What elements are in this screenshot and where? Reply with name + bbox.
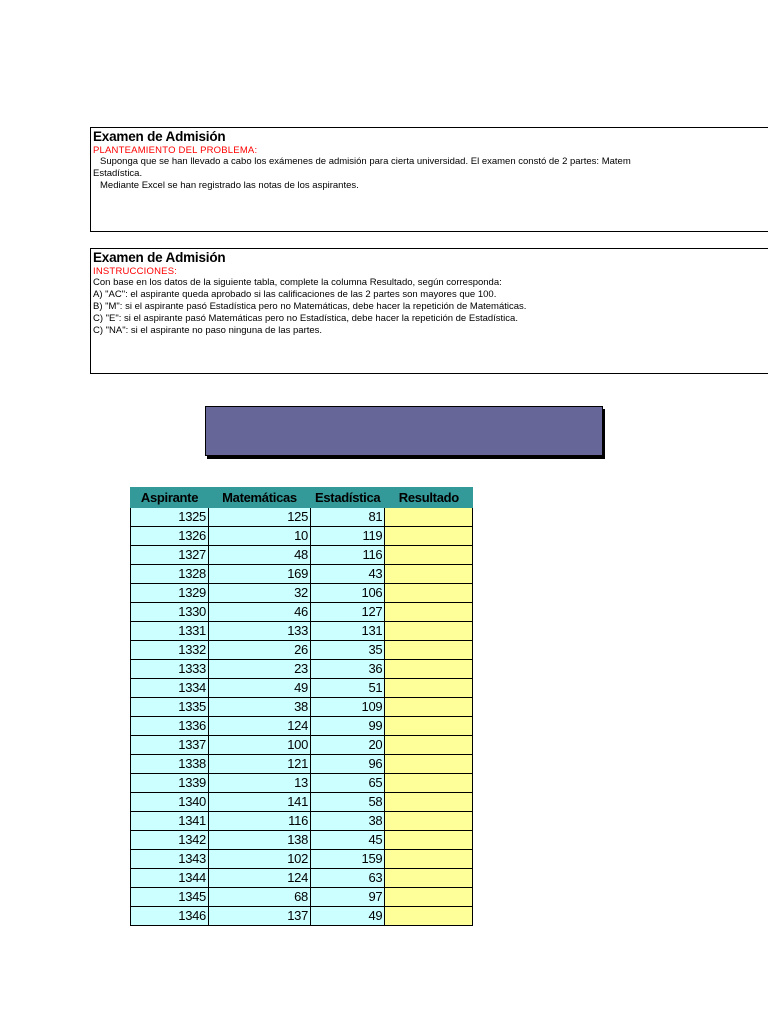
cell-matematicas: 124 [209,869,311,888]
cell-estadistica: 127 [311,603,385,622]
table-row [131,641,473,660]
table-row [131,660,473,679]
cell-aspirante: 1345 [131,888,209,907]
table-row [131,831,473,850]
table-row [131,622,473,641]
cell-aspirante: 1330 [131,603,209,622]
table-row [131,584,473,603]
cell-aspirante: 1336 [131,717,209,736]
cell-resultado[interactable] [385,774,473,793]
cell-aspirante: 1331 [131,622,209,641]
cell-estadistica: 119 [311,527,385,546]
instructions-box [90,248,768,374]
cell-resultado[interactable] [385,546,473,565]
cell-matematicas: 26 [209,641,311,660]
grades-table [130,487,473,926]
table-row [131,850,473,869]
table-header-row [131,488,473,508]
table-row [131,565,473,584]
cell-matematicas: 38 [209,698,311,717]
cell-estadistica: 20 [311,736,385,755]
cell-resultado[interactable] [385,717,473,736]
cell-resultado[interactable] [385,527,473,546]
instruction-line: B) "M": si el aspirante pasó Estadística pero no Matemáticas, debe hacer la repetición de Matemáticas. [93,301,527,312]
problem-text-line: Mediante Excel se han registrado las notas de los aspirantes. [100,180,359,191]
table-row [131,774,473,793]
cell-aspirante: 1332 [131,641,209,660]
problem-box-title: Examen de Admisión [93,129,226,144]
cell-resultado[interactable] [385,850,473,869]
cell-estadistica: 109 [311,698,385,717]
cell-estadistica: 159 [311,850,385,869]
cell-aspirante: 1328 [131,565,209,584]
table-row [131,603,473,622]
cell-aspirante: 1334 [131,679,209,698]
cell-estadistica: 49 [311,907,385,926]
cell-resultado[interactable] [385,907,473,926]
table-row [131,546,473,565]
instructions-box-subtitle: INSTRUCCIONES: [93,266,178,277]
cell-matematicas: 100 [209,736,311,755]
cell-estadistica: 63 [311,869,385,888]
table-row [131,527,473,546]
cell-aspirante: 1339 [131,774,209,793]
cell-estadistica: 99 [311,717,385,736]
table-row [131,698,473,717]
table-row [131,717,473,736]
cell-aspirante: 1325 [131,508,209,527]
cell-resultado[interactable] [385,755,473,774]
cell-matematicas: 10 [209,527,311,546]
cell-resultado[interactable] [385,641,473,660]
header-estadistica: Estadística [311,488,385,508]
cell-resultado[interactable] [385,869,473,888]
cell-matematicas: 137 [209,907,311,926]
cell-estadistica: 97 [311,888,385,907]
problem-statement-box [90,127,768,232]
cell-estadistica: 38 [311,812,385,831]
cell-estadistica: 131 [311,622,385,641]
cell-estadistica: 45 [311,831,385,850]
cell-resultado[interactable] [385,812,473,831]
table-row [131,755,473,774]
cell-matematicas: 23 [209,660,311,679]
cell-resultado[interactable] [385,888,473,907]
cell-resultado[interactable] [385,584,473,603]
instruction-line: A) "AC": el aspirante queda aprobado si las calificaciones de las 2 partes son mayores que 100. [93,289,497,300]
cell-matematicas: 13 [209,774,311,793]
table-row [131,888,473,907]
cell-matematicas: 102 [209,850,311,869]
instruction-line: C) "E": si el aspirante pasó Matemáticas pero no Estadística, debe hacer la repetición de Estadística. [93,313,518,324]
cell-estadistica: 43 [311,565,385,584]
table-row [131,907,473,926]
problem-text-line: Suponga que se han llevado a cabo los exámenes de admisión para cierta universidad. El examen constó de 2 partes: Matem [100,156,631,167]
cell-estadistica: 65 [311,774,385,793]
cell-aspirante: 1333 [131,660,209,679]
cell-matematicas: 121 [209,755,311,774]
cell-aspirante: 1327 [131,546,209,565]
cell-resultado[interactable] [385,736,473,755]
header-resultado: Resultado [385,488,473,508]
cell-resultado[interactable] [385,565,473,584]
cell-matematicas: 141 [209,793,311,812]
cell-aspirante: 1346 [131,907,209,926]
cell-estadistica: 81 [311,508,385,527]
cell-aspirante: 1329 [131,584,209,603]
cell-matematicas: 32 [209,584,311,603]
cell-matematicas: 116 [209,812,311,831]
cell-aspirante: 1344 [131,869,209,888]
table-row [131,508,473,527]
cell-aspirante: 1343 [131,850,209,869]
instructions-box-title: Examen de Admisión [93,250,226,265]
table-row [131,679,473,698]
instruction-line: C) "NA": si el aspirante no paso ninguna de las partes. [93,325,323,336]
table-body [131,508,473,926]
cell-resultado[interactable] [385,660,473,679]
table-row [131,869,473,888]
cell-estadistica: 58 [311,793,385,812]
cell-estadistica: 36 [311,660,385,679]
cell-resultado[interactable] [385,698,473,717]
cell-estadistica: 51 [311,679,385,698]
header-aspirante: Aspirante [131,488,209,508]
cell-resultado[interactable] [385,793,473,812]
cell-aspirante: 1341 [131,812,209,831]
cell-matematicas: 46 [209,603,311,622]
cell-matematicas: 125 [209,508,311,527]
table-row [131,793,473,812]
header-matematicas: Matemáticas [209,488,311,508]
cell-matematicas: 48 [209,546,311,565]
table-row [131,812,473,831]
cell-aspirante: 1335 [131,698,209,717]
table-row [131,736,473,755]
cell-resultado[interactable] [385,622,473,641]
cell-matematicas: 138 [209,831,311,850]
title-banner [205,406,603,456]
cell-estadistica: 96 [311,755,385,774]
problem-text-line: Estadística. [93,168,143,179]
cell-aspirante: 1340 [131,793,209,812]
cell-aspirante: 1326 [131,527,209,546]
cell-estadistica: 35 [311,641,385,660]
cell-resultado[interactable] [385,508,473,527]
cell-resultado[interactable] [385,679,473,698]
cell-aspirante: 1342 [131,831,209,850]
cell-matematicas: 49 [209,679,311,698]
cell-estadistica: 106 [311,584,385,603]
instruction-line: Con base en los datos de la siguiente tabla, complete la columna Resultado, según corresponda: [93,277,502,288]
cell-estadistica: 116 [311,546,385,565]
cell-matematicas: 68 [209,888,311,907]
problem-box-subtitle: PLANTEAMIENTO DEL PROBLEMA: [93,145,258,156]
cell-aspirante: 1338 [131,755,209,774]
cell-matematicas: 133 [209,622,311,641]
cell-matematicas: 169 [209,565,311,584]
cell-resultado[interactable] [385,603,473,622]
cell-matematicas: 124 [209,717,311,736]
cell-aspirante: 1337 [131,736,209,755]
cell-resultado[interactable] [385,831,473,850]
